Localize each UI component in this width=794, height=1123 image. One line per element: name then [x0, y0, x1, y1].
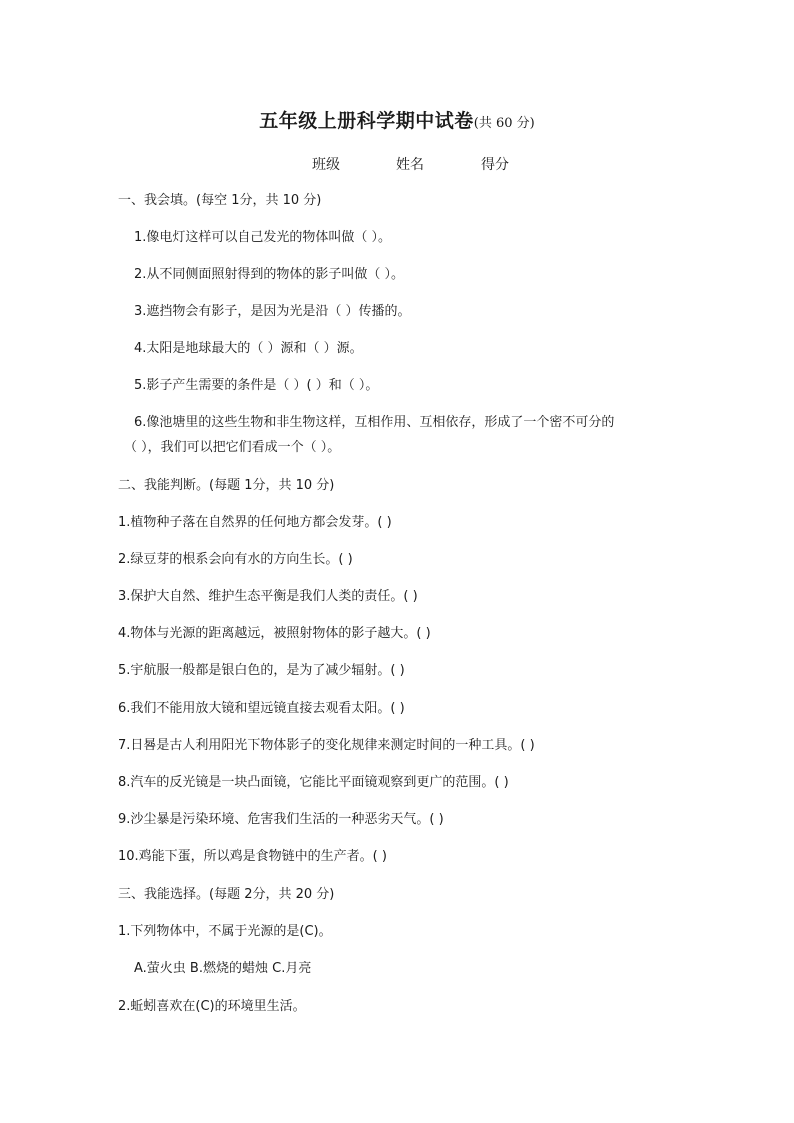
class-field-label: 班级: [312, 157, 340, 173]
section1-item-continuation: （ ），我们可以把它们看成一个（ ）。: [124, 440, 341, 455]
section2-item: 8.汽车的反光镜是一块凸面镜，它能比平面镜观察到更广的范围。( ): [118, 775, 509, 790]
section3-heading: 三、我能选择。(每题 2分，共 20 分): [118, 887, 335, 902]
section2-item: 3.保护大自然、维护生态平衡是我们人类的责任。( ): [118, 589, 418, 604]
section1-item: 1.像电灯这样可以自己发光的物体叫做（ ）。: [134, 230, 392, 245]
title-score-note: (共 60 分): [473, 116, 535, 131]
section2-item: 5.宇航服一般都是银白色的，是为了减少辐射。( ): [118, 663, 405, 678]
exam-title: [0, 106, 794, 133]
section2-item: 2.绿豆芽的根系会向有水的方向生长。( ): [118, 552, 353, 567]
section1-item: 4.太阳是地球最大的（ ）源和（ ）源。: [134, 341, 363, 356]
section1-item: 3.遮挡物会有影子，是因为光是沿（ ）传播的。: [134, 304, 411, 319]
section1-heading: 一、我会填。(每空 1分，共 10 分): [118, 193, 322, 208]
section3-options: A.萤火虫 B.燃烧的蜡烛 C.月亮: [134, 961, 312, 976]
section1-item: 6.像池塘里的这些生物和非生物这样，互相作用、互相依存，形成了一个密不可分的: [134, 415, 615, 430]
title-main: 五年级上册科学期中试卷: [259, 110, 474, 132]
section2-item: 4.物体与光源的距离越远，被照射物体的影子越大。( ): [118, 626, 431, 641]
name-field-label: 姓名: [396, 157, 424, 173]
score-field-label: 得分: [481, 157, 509, 173]
section2-item: 9.沙尘暴是污染环境、危害我们生活的一种恶劣天气。( ): [118, 812, 444, 827]
section3-question: 1.下列物体中，不属于光源的是(C)。: [118, 924, 332, 939]
section2-item: 7.日晷是古人利用阳光下物体影子的变化规律来测定时间的一种工具。( ): [118, 738, 535, 753]
section2-heading: 二、我能判断。(每题 1分，共 10 分): [118, 478, 335, 493]
section1-item: 5.影子产生需要的条件是（ ）( ）和（ ）。: [134, 378, 379, 393]
section3-question: 2.蚯蚓喜欢在(C)的环境里生活。: [118, 999, 306, 1014]
section1-item: 2.从不同侧面照射得到的物体的影子叫做（ ）。: [134, 267, 405, 282]
section2-item: 10.鸡能下蛋，所以鸡是食物链中的生产者。( ): [118, 849, 387, 864]
section2-item: 6.我们不能用放大镜和望远镜直接去观看太阳。( ): [118, 701, 405, 716]
section2-item: 1.植物种子落在自然界的任何地方都会发芽。( ): [118, 515, 392, 530]
